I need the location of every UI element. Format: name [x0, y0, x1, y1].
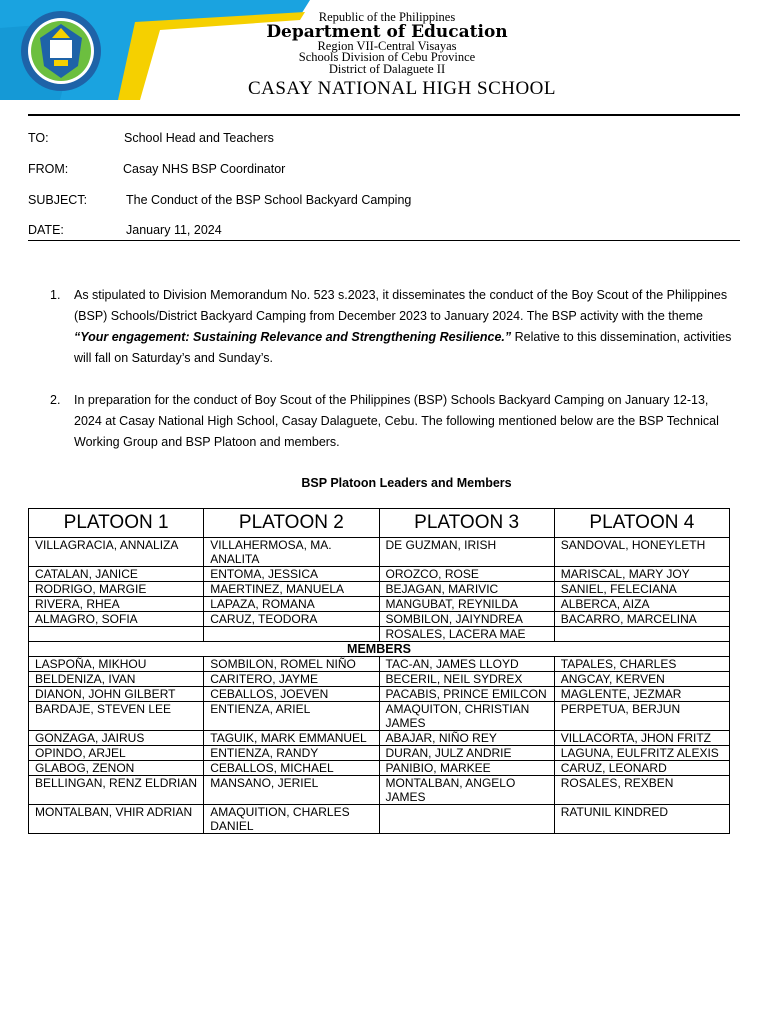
paragraph-text-part: In preparation for the conduct of Boy Scout of the Philippines (BSP) Schools Backyard Camping on January 12-13, 2024 at Casay National High School, Casay Dalaguete, Cebu. The following mentioned below are the BSP Technical Working Group and BSP Platoon and members. — [74, 393, 719, 449]
table-cell: MARISCAL, MARY JOY — [554, 567, 729, 582]
table-cell: LAPAZA, ROMANA — [204, 597, 379, 612]
region-line: Region VII-Central Visayas — [317, 38, 457, 53]
member-row — [29, 687, 730, 702]
member-row — [29, 805, 730, 834]
paragraph-number: 2. — [50, 393, 61, 407]
paragraph-text-part: As stipulated to Division Memorandum No. 523 s.2023, it disseminates the conduct of the Boy Scout of the Philippines (BSP) Schools/District Backyard Camping from December 2023 to January 2024. The BSP activity with the theme — [74, 288, 728, 323]
table-cell: VILLACORTA, JHON FRITZ — [554, 731, 729, 746]
table-cell: BACARRO, MARCELINA — [554, 612, 729, 627]
table-cell: DE GUZMAN, IRISH — [379, 538, 554, 567]
member-row — [29, 731, 730, 746]
member-row — [29, 657, 730, 672]
table-cell: BELDENIZA, IVAN — [29, 672, 204, 687]
table-cell: LASPOÑA, MIKHOU — [29, 657, 204, 672]
district-line: District of Dalaguete II — [328, 61, 446, 76]
table-cell: GONZAGA, JAIRUS — [29, 731, 204, 746]
members-label-row — [29, 642, 730, 657]
table-cell: VILLAGRACIA, ANNALIZA — [29, 538, 204, 567]
table-cell: CARUZ, LEONARD — [554, 761, 729, 776]
table-cell: LAGUNA, EULFRITZ ALEXIS — [554, 746, 729, 761]
table-cell: ANGCAY, KERVEN — [554, 672, 729, 687]
table-cell: DIANON, JOHN GILBERT — [29, 687, 204, 702]
table-cell: ENTIENZA, RANDY — [204, 746, 379, 761]
paragraph-text — [74, 285, 738, 369]
table-cell: MAGLENTE, JEZMAR — [554, 687, 729, 702]
date-value: January 11, 2024 — [126, 223, 222, 237]
leader-row — [29, 567, 730, 582]
table-cell: PERPETUA, BERJUN — [554, 702, 729, 731]
paragraph-number: 1. — [50, 288, 61, 302]
members-body — [29, 657, 730, 834]
leader-row — [29, 597, 730, 612]
from-label: FROM: — [28, 162, 69, 176]
table-cell: MANSANO, JERIEL — [204, 776, 379, 805]
leader-row — [29, 582, 730, 597]
table-cell: CARUZ, TEODORA — [204, 612, 379, 627]
table-cell: ALMAGRO, SOFIA — [29, 612, 204, 627]
members-divider — [29, 642, 730, 657]
table-cell: ENTOMA, JESSICA — [204, 567, 379, 582]
leader-row — [29, 538, 730, 567]
table-cell — [554, 627, 729, 642]
republic-line: Republic of the Philippines — [318, 10, 456, 24]
platoon-header: PLATOON 3 — [379, 509, 554, 538]
table-cell: OROZCO, ROSE — [379, 567, 554, 582]
table-cell: ROSALES, LACERA MAE — [379, 627, 554, 642]
table-cell: MANGUBAT, REYNILDA — [379, 597, 554, 612]
table-cell: RODRIGO, MARGIE — [29, 582, 204, 597]
table-cell: AMAQUITON, CHRISTIAN JAMES — [379, 702, 554, 731]
table-cell: AMAQUITION, CHARLES DANIEL — [204, 805, 379, 834]
table-cell: BECERIL, NEIL SYDREX — [379, 672, 554, 687]
to-value: School Head and Teachers — [124, 131, 274, 145]
table-cell: CEBALLOS, MICHAEL — [204, 761, 379, 776]
header-divider — [28, 114, 740, 116]
table-cell: RIVERA, RHEA — [29, 597, 204, 612]
table-cell: BEJAGAN, MARIVIC — [379, 582, 554, 597]
table-cell: PANIBIO, MARKEE — [379, 761, 554, 776]
table-cell: TAGUIK, MARK EMMANUEL — [204, 731, 379, 746]
theme-emphasis: “Your engagement: Sustaining Relevance and Strengthening Resilience.” — [74, 330, 512, 344]
table-cell: OPINDO, ARJEL — [29, 746, 204, 761]
table-cell: VILLAHERMOSA, MA. ANALITA — [204, 538, 379, 567]
agency-header — [222, 12, 552, 75]
date-label: DATE: — [28, 223, 64, 237]
member-row — [29, 672, 730, 687]
platoon-header: PLATOON 4 — [554, 509, 729, 538]
paragraph-text — [74, 390, 738, 453]
table-cell: SANDOVAL, HONEYLETH — [554, 538, 729, 567]
member-row — [29, 776, 730, 805]
memo-divider — [28, 240, 740, 241]
table-cell: CARITERO, JAYME — [204, 672, 379, 687]
table-cell: ABAJAR, NIÑO REY — [379, 731, 554, 746]
division-line: Schools Division of Cebu Province — [298, 50, 476, 64]
table-title: BSP Platoon Leaders and Members — [301, 476, 512, 490]
table-cell: BARDAJE, STEVEN LEE — [29, 702, 204, 731]
table-cell: CEBALLOS, JOEVEN — [204, 687, 379, 702]
table-cell: CATALAN, JANICE — [29, 567, 204, 582]
table-cell: DURAN, JULZ ANDRIE — [379, 746, 554, 761]
table-cell: ROSALES, REXBEN — [554, 776, 729, 805]
table-header-row — [29, 509, 730, 538]
member-row — [29, 702, 730, 731]
table-cell: SOMBILON, JAIYNDREA — [379, 612, 554, 627]
platoon-header: PLATOON 1 — [29, 509, 204, 538]
school-seal-logo — [20, 10, 102, 92]
to-label: TO: — [28, 131, 49, 145]
table-cell: GLABOG, ZENON — [29, 761, 204, 776]
leader-row — [29, 612, 730, 627]
table-cell — [379, 805, 554, 834]
table-cell: SANIEL, FELECIANA — [554, 582, 729, 597]
table-cell: RATUNIL KINDRED — [554, 805, 729, 834]
table-cell: MONTALBAN, VHIR ADRIAN — [29, 805, 204, 834]
member-row — [29, 746, 730, 761]
paragraph-text-part: Relative to this dissemination, activities will fall on Saturday’s and Sunday’s. — [74, 330, 732, 365]
leader-row — [29, 627, 730, 642]
members-label: MEMBERS — [29, 642, 730, 657]
table-cell: TAC-AN, JAMES LLOYD — [379, 657, 554, 672]
table-cell: BELLINGAN, RENZ ELDRIAN — [29, 776, 204, 805]
table-cell: ALBERCA, AIZA — [554, 597, 729, 612]
table-cell — [29, 627, 204, 642]
subject-label: SUBJECT: — [28, 193, 88, 207]
table-cell — [204, 627, 379, 642]
leaders-body — [29, 538, 730, 642]
table-cell: ENTIENZA, ARIEL — [204, 702, 379, 731]
table-cell: PACABIS, PRINCE EMILCON — [379, 687, 554, 702]
table-cell: TAPALES, CHARLES — [554, 657, 729, 672]
table-cell: MAERTINEZ, MANUELA — [204, 582, 379, 597]
table-cell: MONTALBAN, ANGELO JAMES — [379, 776, 554, 805]
member-row — [29, 761, 730, 776]
platoon-table — [28, 508, 730, 834]
department-line: Department of Education — [266, 21, 508, 42]
platoon-header: PLATOON 2 — [204, 509, 379, 538]
subject-value: The Conduct of the BSP School Backyard Camping — [126, 193, 412, 207]
from-value: Casay NHS BSP Coordinator — [123, 162, 286, 176]
table-cell: SOMBILON, ROMEL NIÑO — [204, 657, 379, 672]
school-name: CASAY NATIONAL HIGH SCHOOL — [247, 78, 557, 99]
